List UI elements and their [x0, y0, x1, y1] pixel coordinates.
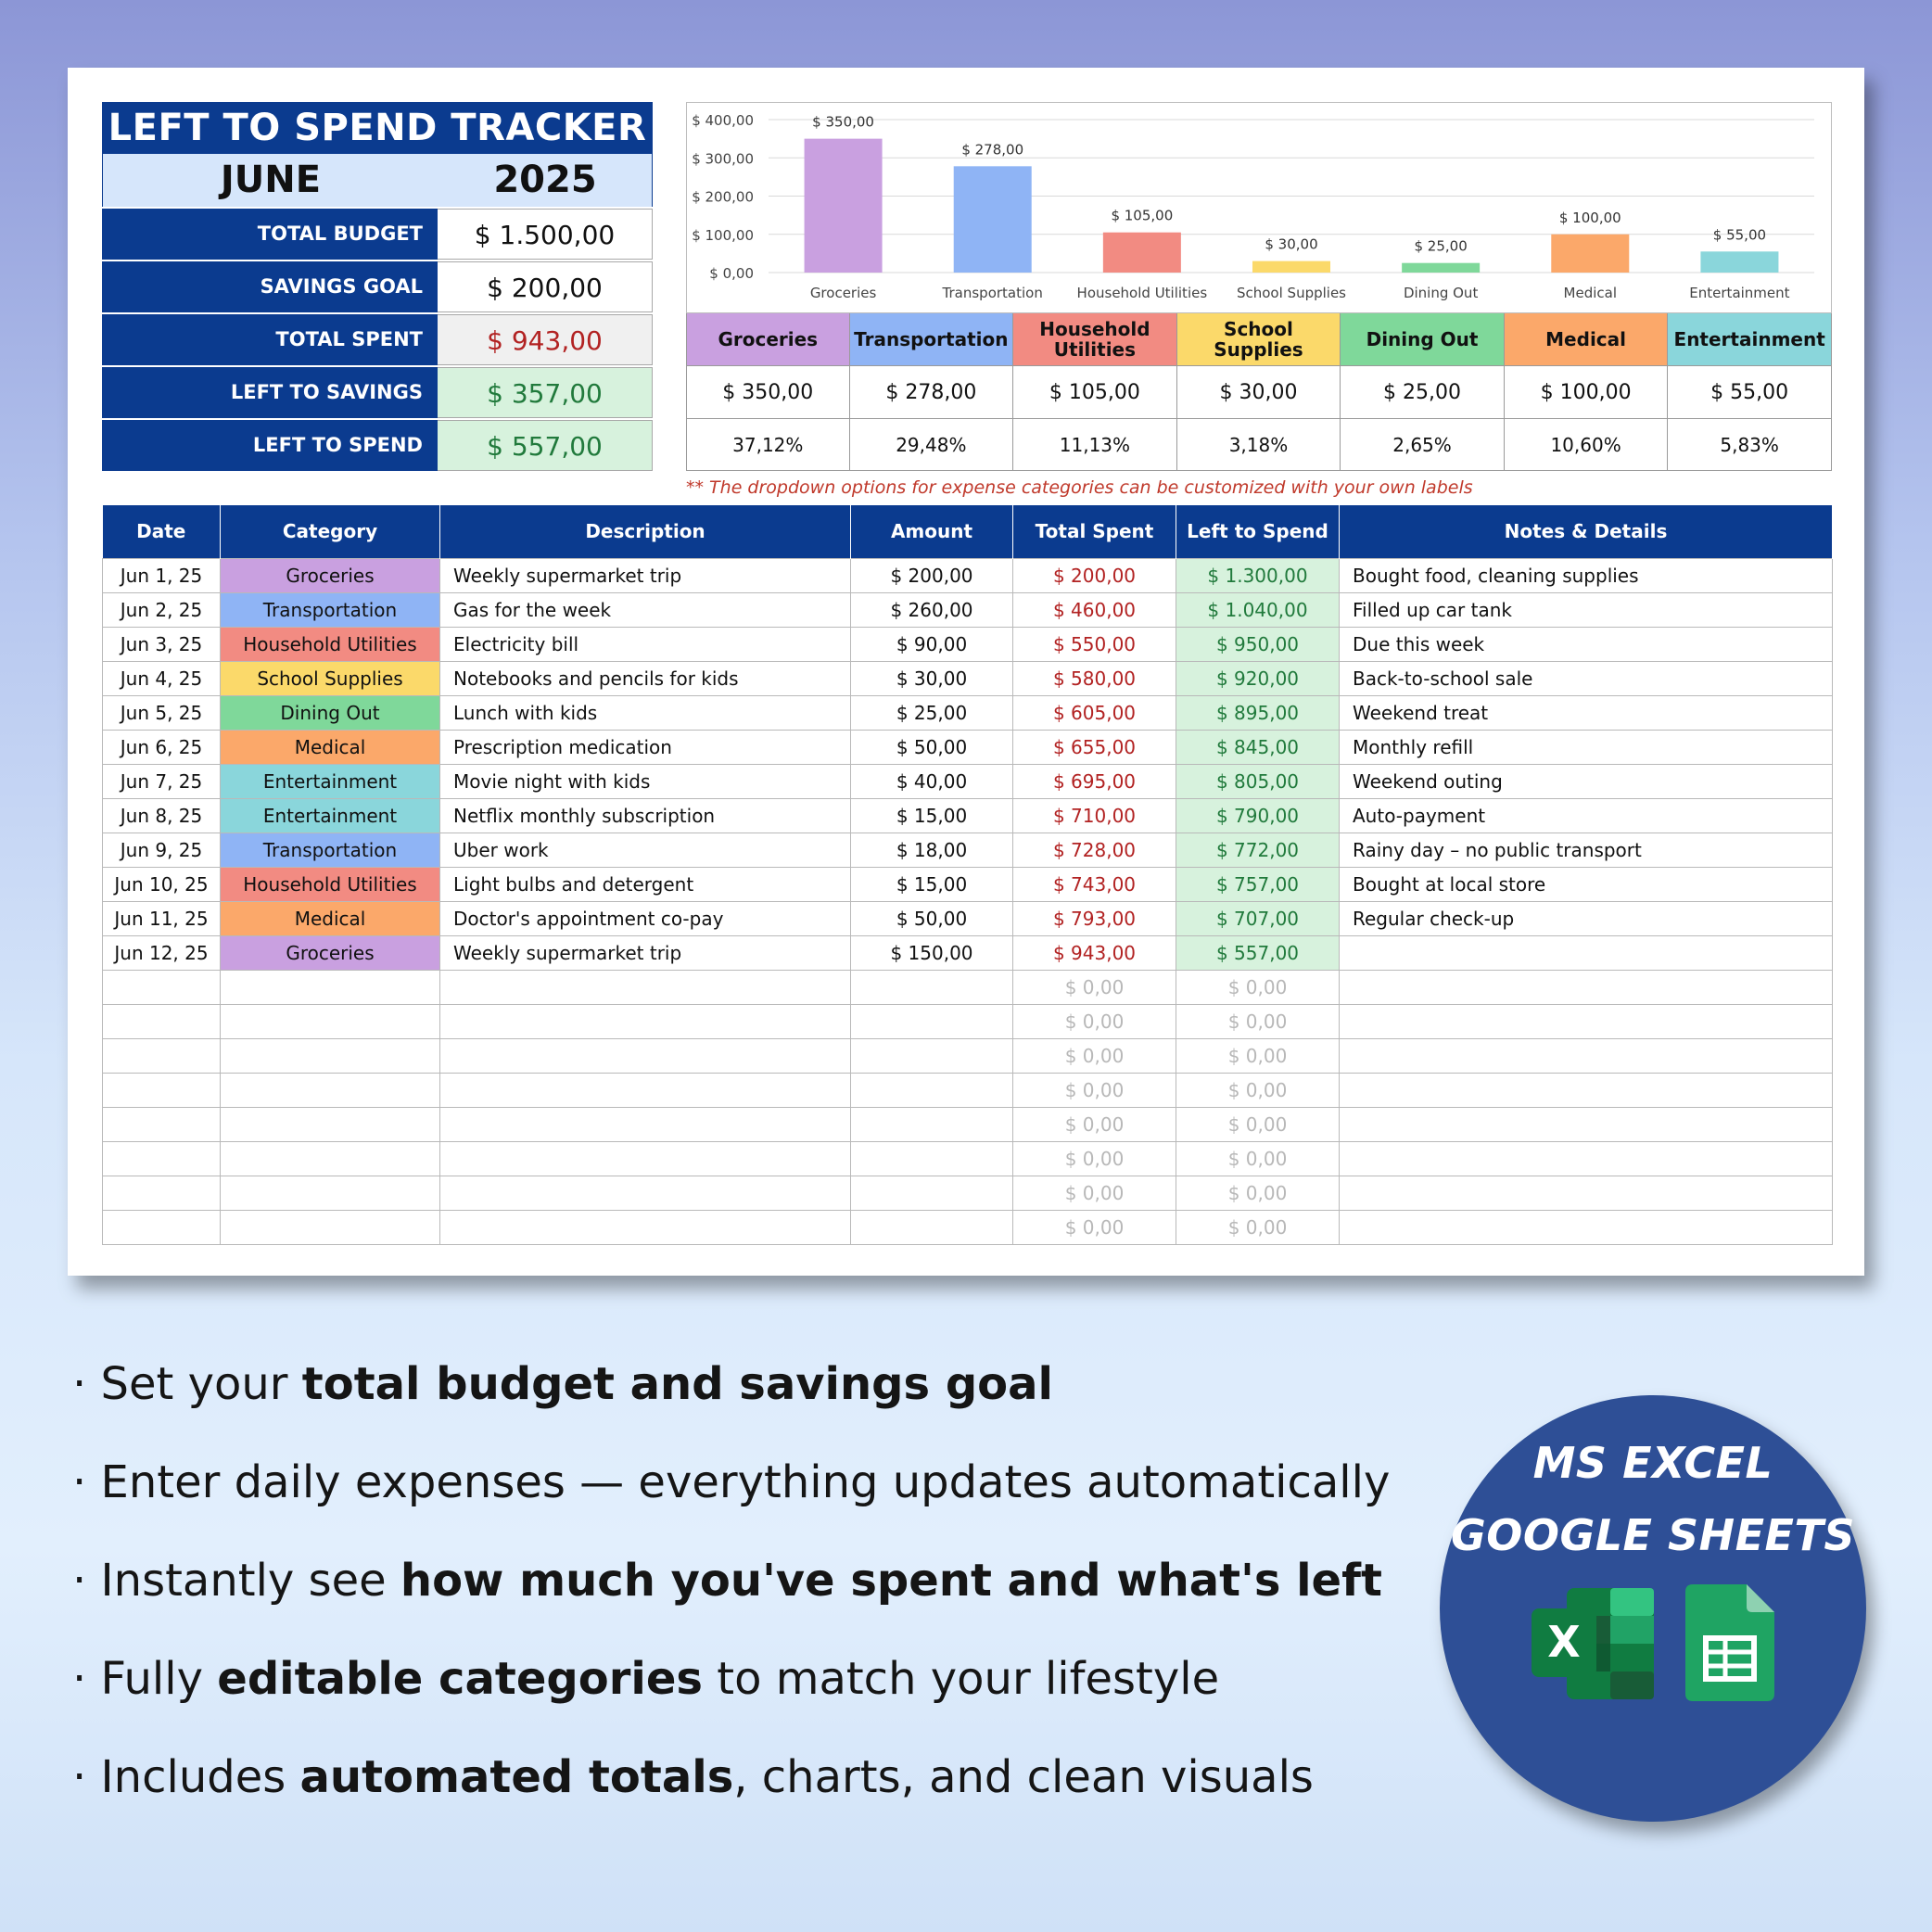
spreadsheet-card	[68, 68, 1864, 1276]
category-header: Groceries	[686, 313, 850, 366]
category-header: Dining Out	[1341, 313, 1505, 366]
notes-cell[interactable]	[1340, 1107, 1833, 1141]
category-dropdown-cell[interactable]: Household Utilities	[221, 627, 440, 661]
summary-row	[102, 260, 653, 312]
table-row	[103, 592, 1833, 627]
notes-cell[interactable]: Bought at local store	[1340, 867, 1833, 901]
notes-cell[interactable]: Weekend treat	[1340, 695, 1833, 730]
bar-household-utilities[interactable]	[1103, 233, 1181, 273]
description-cell[interactable]: Lunch with kids	[440, 695, 851, 730]
summary-panel	[102, 102, 653, 471]
summary-value: $ 943,00	[438, 314, 653, 365]
left-to-spend-cell: $ 0,00	[1176, 970, 1340, 1004]
table-row	[103, 730, 1833, 764]
left-to-spend-cell: $ 0,00	[1176, 1210, 1340, 1244]
platform-badge	[1440, 1395, 1866, 1822]
description-cell[interactable]	[440, 1176, 851, 1210]
summary-value: $ 557,00	[438, 420, 653, 471]
category-amount: $ 350,00	[686, 366, 850, 419]
y-tick-label: $ 200,00	[692, 188, 754, 206]
svg-text:X: X	[1547, 1617, 1581, 1667]
feature-bullet	[72, 1728, 1444, 1826]
description-cell[interactable]: Movie night with kids	[440, 764, 851, 798]
left-to-spend-cell: $ 772,00	[1176, 833, 1340, 867]
total-spent-cell: $ 580,00	[1013, 661, 1176, 695]
category-percent: 11,13%	[1013, 419, 1177, 471]
date-cell[interactable]: Jun 10, 25	[103, 867, 221, 901]
category-percent: 29,48%	[850, 419, 1014, 471]
table-row	[103, 661, 1833, 695]
category-dropdown-cell[interactable]: Medical	[221, 901, 440, 935]
bullet-text-pre: · Fully	[72, 1653, 218, 1705]
table-row	[103, 798, 1833, 833]
category-dropdown-cell[interactable]: Medical	[221, 730, 440, 764]
bullet-text-bold: editable categories	[217, 1653, 703, 1705]
amount-cell[interactable]: $ 90,00	[851, 627, 1013, 661]
bar-data-label: $ 105,00	[1111, 207, 1174, 224]
bullet-text-post: to match your lifestyle	[702, 1653, 1220, 1705]
amount-cell[interactable]	[851, 1176, 1013, 1210]
category-summary	[686, 313, 1832, 471]
bullet-text-bold: total budget and savings goal	[301, 1358, 1053, 1410]
column-header: Description	[440, 505, 851, 558]
total-spent-cell: $ 793,00	[1013, 901, 1176, 935]
date-cell[interactable]: Jun 4, 25	[103, 661, 221, 695]
feature-bullet	[72, 1335, 1444, 1433]
total-spent-cell: $ 0,00	[1013, 1073, 1176, 1107]
category-header-row	[686, 313, 1832, 366]
table-row-empty	[103, 970, 1833, 1004]
amount-cell[interactable]	[851, 1038, 1013, 1073]
category-dropdown-cell[interactable]: Entertainment	[221, 798, 440, 833]
notes-cell[interactable]	[1340, 1004, 1833, 1038]
total-spent-cell: $ 605,00	[1013, 695, 1176, 730]
left-to-spend-cell: $ 557,00	[1176, 935, 1340, 970]
amount-cell[interactable]: $ 200,00	[851, 558, 1013, 592]
bullet-text-pre: · Enter daily expenses — everything updates automatically	[72, 1456, 1391, 1508]
x-tick-label: School Supplies	[1236, 285, 1347, 301]
bullet-text-pre: · Instantly see	[72, 1555, 400, 1607]
date-cell[interactable]: Jun 8, 25	[103, 798, 221, 833]
category-dropdown-cell[interactable]: Groceries	[221, 558, 440, 592]
column-header: Date	[103, 505, 221, 558]
description-cell[interactable]: Weekly supermarket trip	[440, 558, 851, 592]
left-to-spend-cell: $ 0,00	[1176, 1107, 1340, 1141]
category-header: Household Utilities	[1013, 313, 1177, 366]
google-sheets-icon	[1685, 1584, 1776, 1703]
left-to-spend-cell: $ 790,00	[1176, 798, 1340, 833]
table-row-empty	[103, 1141, 1833, 1176]
category-dropdown-cell[interactable]	[221, 1141, 440, 1176]
left-to-spend-cell: $ 1.300,00	[1176, 558, 1340, 592]
column-header: Left to Spend	[1176, 505, 1340, 558]
table-row	[103, 558, 1833, 592]
total-spent-cell: $ 460,00	[1013, 592, 1176, 627]
description-cell[interactable]	[440, 1141, 851, 1176]
summary-row	[102, 365, 653, 418]
category-header: School Supplies	[1177, 313, 1341, 366]
amount-cell[interactable]: $ 15,00	[851, 798, 1013, 833]
spending-bar-chart	[686, 102, 1832, 313]
bar-data-label: $ 30,00	[1265, 235, 1318, 253]
category-dropdown-cell[interactable]: Groceries	[221, 935, 440, 970]
category-percent: 37,12%	[686, 419, 850, 471]
left-to-spend-cell: $ 0,00	[1176, 1073, 1340, 1107]
total-spent-cell: $ 0,00	[1013, 970, 1176, 1004]
badge-line-sheets: GOOGLE SHEETS	[1451, 1510, 1855, 1560]
description-cell[interactable]	[440, 970, 851, 1004]
notes-cell[interactable]	[1340, 1038, 1833, 1073]
summary-value[interactable]: $ 200,00	[438, 261, 653, 312]
table-row	[103, 867, 1833, 901]
date-cell[interactable]	[103, 1004, 221, 1038]
bullet-text-bold: how much you've spent and what's left	[400, 1555, 1382, 1607]
table-row	[103, 901, 1833, 935]
category-percent: 10,60%	[1505, 419, 1669, 471]
description-cell[interactable]: Light bulbs and detergent	[440, 867, 851, 901]
bar-dining-out[interactable]	[1402, 263, 1480, 273]
date-cell[interactable]: Jun 6, 25	[103, 730, 221, 764]
bar-data-label: $ 55,00	[1712, 226, 1767, 244]
category-amount: $ 25,00	[1341, 366, 1505, 419]
notes-cell[interactable]	[1340, 1176, 1833, 1210]
bullet-text-bold: automated totals	[299, 1751, 734, 1803]
date-cell[interactable]: Jun 9, 25	[103, 833, 221, 867]
left-to-spend-cell: $ 707,00	[1176, 901, 1340, 935]
feature-bullet	[72, 1532, 1444, 1630]
tracker-title: LEFT TO SPEND TRACKER	[102, 102, 653, 154]
date-cell[interactable]: Jun 12, 25	[103, 935, 221, 970]
bar-data-label: $ 350,00	[812, 113, 874, 131]
amount-cell[interactable]	[851, 970, 1013, 1004]
description-cell[interactable]: Uber work	[440, 833, 851, 867]
description-cell[interactable]	[440, 1107, 851, 1141]
date-cell[interactable]	[103, 1210, 221, 1244]
table-row-empty	[103, 1073, 1833, 1107]
month-cell[interactable]: JUNE	[220, 159, 322, 201]
notes-cell[interactable]: Auto-payment	[1340, 798, 1833, 833]
total-spent-cell: $ 728,00	[1013, 833, 1176, 867]
dropdown-note: ** The dropdown options for expense categories can be customized with your own labels	[686, 477, 1473, 498]
summary-value: $ 357,00	[438, 367, 653, 418]
notes-cell[interactable]: Weekend outing	[1340, 764, 1833, 798]
category-amount: $ 105,00	[1013, 366, 1177, 419]
column-header: Total Spent	[1013, 505, 1176, 558]
amount-cell[interactable]: $ 18,00	[851, 833, 1013, 867]
bar-data-label: $ 278,00	[961, 141, 1024, 159]
description-cell[interactable]	[440, 1210, 851, 1244]
category-dropdown-cell[interactable]: Household Utilities	[221, 867, 440, 901]
amount-cell[interactable]: $ 15,00	[851, 867, 1013, 901]
bullet-text-pre: · Set your	[72, 1358, 302, 1410]
table-row-empty	[103, 1107, 1833, 1141]
date-cell[interactable]	[103, 1038, 221, 1073]
bar-data-label: $ 100,00	[1558, 209, 1621, 226]
x-tick-label: Medical	[1563, 285, 1618, 301]
notes-cell[interactable]: Monthly refill	[1340, 730, 1833, 764]
date-cell[interactable]	[103, 1141, 221, 1176]
notes-cell[interactable]: Rainy day – no public transport	[1340, 833, 1833, 867]
y-tick-label: $ 100,00	[692, 226, 754, 244]
category-dropdown-cell[interactable]: Dining Out	[221, 695, 440, 730]
summary-label: TOTAL SPENT	[102, 314, 438, 365]
category-percent: 3,18%	[1177, 419, 1341, 471]
category-amount: $ 30,00	[1177, 366, 1341, 419]
category-amount-row	[686, 366, 1832, 419]
table-header-row	[103, 505, 1833, 558]
description-cell[interactable]: Notebooks and pencils for kids	[440, 661, 851, 695]
category-dropdown-cell[interactable]: School Supplies	[221, 661, 440, 695]
notes-cell[interactable]	[1340, 1210, 1833, 1244]
feature-list	[72, 1335, 1444, 1826]
category-dropdown-cell[interactable]: Transportation	[221, 592, 440, 627]
summary-row	[102, 312, 653, 365]
bar-groceries[interactable]	[805, 139, 883, 273]
total-spent-cell: $ 743,00	[1013, 867, 1176, 901]
category-percent: 5,83%	[1668, 419, 1832, 471]
description-cell[interactable]: Prescription medication	[440, 730, 851, 764]
description-cell[interactable]	[440, 1004, 851, 1038]
total-spent-cell: $ 0,00	[1013, 1210, 1176, 1244]
left-to-spend-cell: $ 895,00	[1176, 695, 1340, 730]
total-spent-cell: $ 0,00	[1013, 1038, 1176, 1073]
date-cell[interactable]	[103, 1073, 221, 1107]
amount-cell[interactable]: $ 25,00	[851, 695, 1013, 730]
bar-medical[interactable]	[1551, 235, 1629, 273]
summary-label: LEFT TO SPEND	[102, 420, 438, 471]
total-spent-cell: $ 695,00	[1013, 764, 1176, 798]
category-header: Medical	[1505, 313, 1669, 366]
notes-cell[interactable]	[1340, 970, 1833, 1004]
amount-cell[interactable]: $ 50,00	[851, 901, 1013, 935]
notes-cell[interactable]	[1340, 935, 1833, 970]
left-to-spend-cell: $ 0,00	[1176, 1038, 1340, 1073]
category-dropdown-cell[interactable]: Entertainment	[221, 764, 440, 798]
left-to-spend-cell: $ 757,00	[1176, 867, 1340, 901]
feature-bullet	[72, 1630, 1444, 1728]
summary-label: SAVINGS GOAL	[102, 261, 438, 312]
category-header: Entertainment	[1668, 313, 1832, 366]
amount-cell[interactable]: $ 260,00	[851, 592, 1013, 627]
left-to-spend-cell: $ 0,00	[1176, 1141, 1340, 1176]
category-dropdown-cell[interactable]	[221, 1004, 440, 1038]
notes-cell[interactable]: Bought food, cleaning supplies	[1340, 558, 1833, 592]
description-cell[interactable]: Netflix monthly subscription	[440, 798, 851, 833]
category-percent: 2,65%	[1341, 419, 1505, 471]
summary-row	[102, 207, 653, 260]
date-cell[interactable]: Jun 3, 25	[103, 627, 221, 661]
table-row-empty	[103, 1210, 1833, 1244]
amount-cell[interactable]	[851, 1210, 1013, 1244]
notes-cell[interactable]	[1340, 1073, 1833, 1107]
summary-value[interactable]: $ 1.500,00	[438, 209, 653, 260]
amount-cell[interactable]	[851, 1141, 1013, 1176]
description-cell[interactable]: Doctor's appointment co-pay	[440, 901, 851, 935]
x-tick-label: Dining Out	[1403, 285, 1479, 301]
amount-cell[interactable]: $ 40,00	[851, 764, 1013, 798]
amount-cell[interactable]	[851, 1107, 1013, 1141]
description-cell[interactable]: Electricity bill	[440, 627, 851, 661]
table-row-empty	[103, 1004, 1833, 1038]
y-tick-label: $ 300,00	[692, 150, 754, 168]
year-cell[interactable]: 2025	[493, 159, 597, 201]
notes-cell[interactable]: Back-to-school sale	[1340, 661, 1833, 695]
table-row	[103, 764, 1833, 798]
total-spent-cell: $ 943,00	[1013, 935, 1176, 970]
date-cell[interactable]	[103, 1176, 221, 1210]
total-spent-cell: $ 0,00	[1013, 1176, 1176, 1210]
feature-bullet	[72, 1433, 1444, 1532]
bullet-text-pre: · Includes	[72, 1751, 300, 1803]
category-amount: $ 55,00	[1668, 366, 1832, 419]
left-to-spend-cell: $ 950,00	[1176, 627, 1340, 661]
badge-line-excel: MS EXCEL	[1532, 1438, 1773, 1488]
date-cell[interactable]: Jun 7, 25	[103, 764, 221, 798]
category-dropdown-cell[interactable]	[221, 1038, 440, 1073]
description-cell[interactable]: Weekly supermarket trip	[440, 935, 851, 970]
x-tick-label: Household Utilities	[1076, 285, 1208, 301]
category-dropdown-cell[interactable]	[221, 1073, 440, 1107]
total-spent-cell: $ 0,00	[1013, 1107, 1176, 1141]
notes-cell[interactable]	[1340, 1141, 1833, 1176]
notes-cell[interactable]: Regular check-up	[1340, 901, 1833, 935]
notes-cell[interactable]: Filled up car tank	[1340, 592, 1833, 627]
category-dropdown-cell[interactable]	[221, 970, 440, 1004]
description-cell[interactable]	[440, 1038, 851, 1073]
y-tick-label: $ 0,00	[709, 265, 754, 282]
date-cell[interactable]: Jun 5, 25	[103, 695, 221, 730]
notes-cell[interactable]: Due this week	[1340, 627, 1833, 661]
summary-label: LEFT TO SAVINGS	[102, 367, 438, 418]
category-dropdown-cell[interactable]: Transportation	[221, 833, 440, 867]
date-cell[interactable]: Jun 11, 25	[103, 901, 221, 935]
total-spent-cell: $ 655,00	[1013, 730, 1176, 764]
table-row	[103, 935, 1833, 970]
excel-icon	[1530, 1584, 1659, 1703]
total-spent-cell: $ 550,00	[1013, 627, 1176, 661]
bar-data-label: $ 25,00	[1414, 237, 1468, 255]
table-row-empty	[103, 1038, 1833, 1073]
total-spent-cell: $ 0,00	[1013, 1004, 1176, 1038]
column-header: Notes & Details	[1340, 505, 1833, 558]
expense-table	[102, 505, 1833, 1245]
category-amount: $ 100,00	[1505, 366, 1669, 419]
amount-cell[interactable]	[851, 1004, 1013, 1038]
table-row-empty	[103, 1176, 1833, 1210]
amount-cell[interactable]	[851, 1073, 1013, 1107]
left-to-spend-cell: $ 920,00	[1176, 661, 1340, 695]
category-amount: $ 278,00	[850, 366, 1014, 419]
chart-svg	[687, 103, 1833, 314]
column-header: Amount	[851, 505, 1013, 558]
x-tick-label: Entertainment	[1689, 285, 1790, 301]
date-cell[interactable]: Jun 2, 25	[103, 592, 221, 627]
column-header: Category	[221, 505, 440, 558]
category-header: Transportation	[850, 313, 1014, 366]
category-dropdown-cell[interactable]	[221, 1176, 440, 1210]
amount-cell[interactable]: $ 30,00	[851, 661, 1013, 695]
left-to-spend-cell: $ 1.040,00	[1176, 592, 1340, 627]
x-tick-label: Transportation	[942, 285, 1043, 301]
description-cell[interactable]	[440, 1073, 851, 1107]
bullet-text-post: , charts, and clean visuals	[733, 1751, 1314, 1803]
total-spent-cell: $ 200,00	[1013, 558, 1176, 592]
x-tick-label: Groceries	[809, 285, 877, 301]
amount-cell[interactable]: $ 150,00	[851, 935, 1013, 970]
table-row	[103, 833, 1833, 867]
category-dropdown-cell[interactable]	[221, 1107, 440, 1141]
category-percent-row	[686, 419, 1832, 471]
table-row	[103, 695, 1833, 730]
total-spent-cell: $ 0,00	[1013, 1141, 1176, 1176]
y-tick-label: $ 400,00	[692, 112, 754, 129]
bar-entertainment[interactable]	[1700, 251, 1778, 273]
summary-label: TOTAL BUDGET	[102, 209, 438, 260]
amount-cell[interactable]: $ 50,00	[851, 730, 1013, 764]
period-row	[102, 154, 653, 207]
description-cell[interactable]: Gas for the week	[440, 592, 851, 627]
table-row	[103, 627, 1833, 661]
date-cell[interactable]: Jun 1, 25	[103, 558, 221, 592]
left-to-spend-cell: $ 0,00	[1176, 1176, 1340, 1210]
total-spent-cell: $ 710,00	[1013, 798, 1176, 833]
left-to-spend-cell: $ 0,00	[1176, 1004, 1340, 1038]
left-to-spend-cell: $ 805,00	[1176, 764, 1340, 798]
left-to-spend-cell: $ 845,00	[1176, 730, 1340, 764]
bar-transportation[interactable]	[954, 166, 1032, 273]
date-cell[interactable]	[103, 1107, 221, 1141]
summary-row	[102, 418, 653, 471]
category-dropdown-cell[interactable]	[221, 1210, 440, 1244]
bar-school-supplies[interactable]	[1252, 261, 1330, 273]
date-cell[interactable]	[103, 970, 221, 1004]
